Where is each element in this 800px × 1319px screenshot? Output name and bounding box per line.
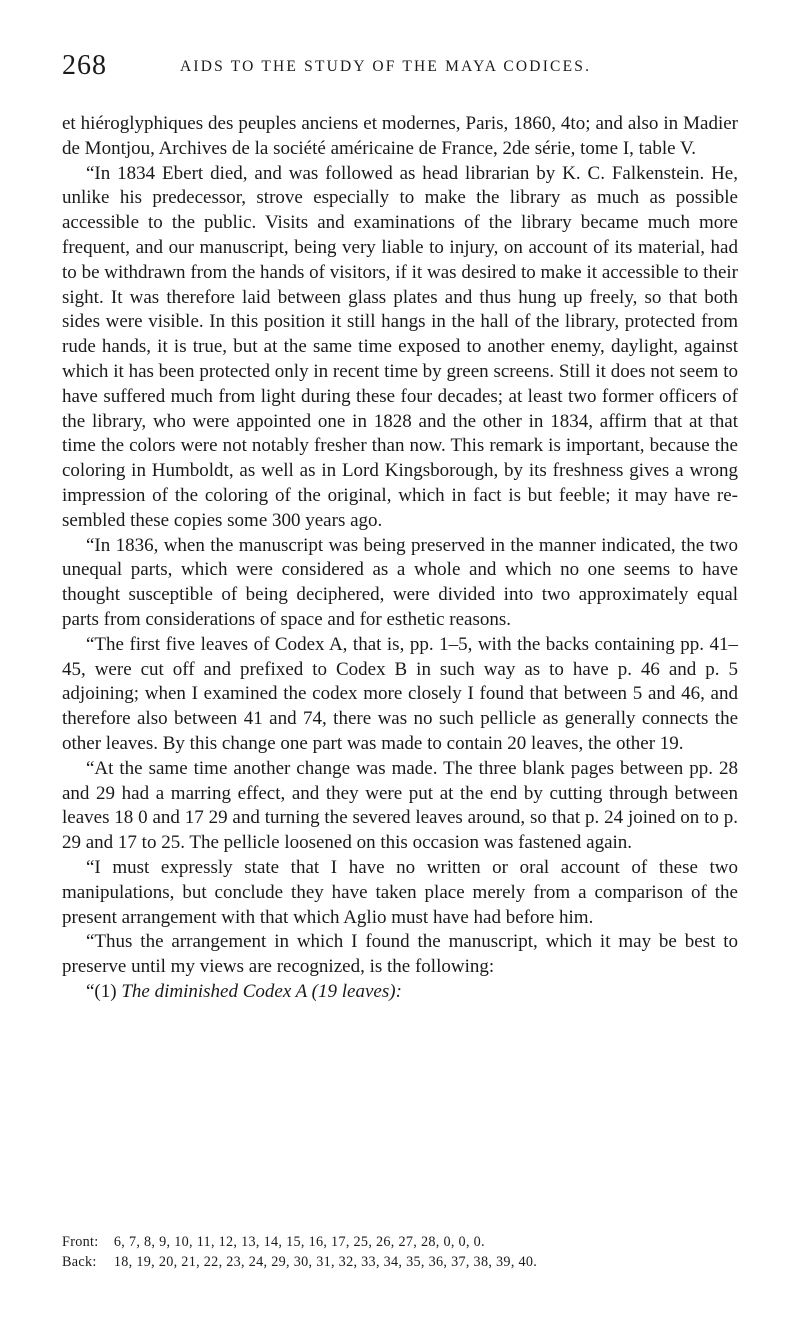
paragraph: et hiéroglyphiques des peuples anciens et modernes, Paris, 1860, 4to; and also in Madier de Montjou, Archives de la société américaine de France, 2de série, tome I, table V. [62, 113, 738, 159]
paragraph: “I must expressly state that I have no written or oral account of these two manipulations, but conclude they have taken place merely from a comparison of the present arrangement with that which Aglio must have had before him. [62, 856, 738, 928]
front-label: Front: [62, 1234, 99, 1250]
body-text [62, 112, 738, 1005]
paragraph: “In 1836, when the manuscript was being preserved in the manner indicated, the two unequal parts, which were considered as a whole and which no one seems to have thought susceptible of being deciphered, were divided into two approximately equal parts from considerations of space and for esthetic reasons. [62, 534, 738, 630]
list-title: The diminished Codex A (19 leaves): [121, 980, 402, 1002]
back-row [62, 1253, 738, 1273]
paragraph: “At the same time another change was made. The three blank pages between pp. 28 and 29 had a marring effect, and they were put at the end by cutting through between leaves 18 0 and 17 29 and turning the severed leaves around, so that p. 24 joined on to p. 29 and 17 to 25. The pellicle loosened on this occasion was fastened again. [62, 757, 738, 854]
front-values: 6, 7, 8, 9, 10, 11, 12, 13, 14, 15, 16, 17, 25, 26, 27, 28, 0, 0, 0. [113, 1234, 485, 1250]
back-label: Back: [62, 1253, 97, 1270]
running-title: AIDS TO THE STUDY OF THE MAYA CODICES. [180, 58, 592, 75]
paragraph: “In 1834 Ebert died, and was followed as head librarian by K. C. Falkenstein. He, unlike his predecessor, strove especially to make the library as much as possible accessible to the public. Visits and examinations of the library became much more frequent, and our manuscript, being very liable to injury, on account of its material, had to be withdrawn from the hands of visitors, if it was desired to make it accessible to their sight. It was therefore laid between glass plates and thus hung up freely, so that both sides were visible. In this position it still hangs in the hall of the library, protected from rude hands, it is true, but at the same time exposed to another enemy, daylight, against which it has been protected only in recent time by green screens. Still it does not seem to have suffered much from light during these four decades; at least two former officers of the library, who were appointed one in 1828 and the other in 1834, affirm that at that time the colors were not notably fresher than now. This remark is important, because the coloring in Humboldt, as well as in Lord Kingsborough, by its freshness gives a wrong impression of the coloring of the original, which in fact is but feeble; it may have resembled these copies some 300 years ago. [62, 162, 738, 531]
paragraph: “The first five leaves of Codex A, that is, pp. 1–5, with the backs containing pp. 41–45, were cut off and prefixed to Codex B in such way as to have p. 46 and p. 5 adjoining; when I examined the codex more closely I found that between 5 and 46, and therefore also between 41 and 74, there was no such pellicle as generally connects the other leaves. By this change one part was made to contain 20 leaves, the other 19. [62, 633, 738, 754]
leaf-table [62, 1233, 738, 1272]
list-number: “(1) [86, 980, 117, 1002]
back-values: 18, 19, 20, 21, 22, 23, 24, 29, 30, 31, 32, 33, 34, 35, 36, 37, 38, 39, 40. [113, 1253, 538, 1270]
paragraph: “Thus the arrangement in which I found the manuscript, which it may be best to preserve until my views are recognized, is the following: [62, 931, 738, 978]
running-head [62, 50, 738, 90]
front-row [62, 1233, 738, 1253]
list-item [62, 980, 738, 1005]
page-number: 268 [62, 50, 107, 81]
